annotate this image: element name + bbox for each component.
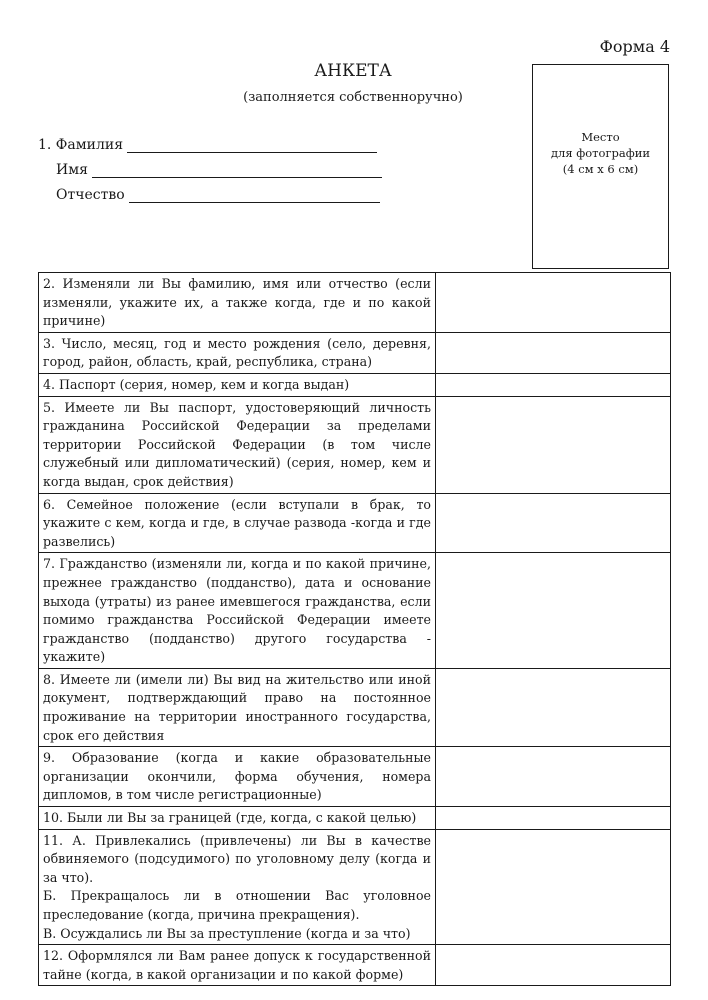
photo-placeholder — [532, 64, 669, 269]
table-row — [39, 332, 671, 373]
name-field[interactable] — [92, 163, 382, 178]
table-row — [39, 553, 671, 669]
question-12: 12. Оформлялся ли Вам ранее допуск к государственной тайне (когда, в какой организации и по какой форме) — [39, 945, 436, 986]
question-11-b: Б. Прекращалось ли в отношении Вас уголовное преследование (когда, причина прекращения). — [43, 888, 431, 922]
question-8: 8. Имеете ли (имели ли) Вы вид на жительство или иной документ, подтверждающий право на постоянное проживание на территории иностранного государства, срок его действия — [39, 668, 436, 746]
surname-row — [38, 137, 377, 153]
answer-11[interactable] — [436, 829, 671, 945]
photo-label-line3: (4 см х 6 см) — [562, 162, 639, 176]
question-11-a: 11. А. Привлекались (привлечены) ли Вы в качестве обвиняемого (подсудимого) по уголовному делу (когда и за что). — [43, 832, 431, 885]
question-2: 2. Изменяли ли Вы фамилию, имя или отчество (если изменяли, укажите их, а также когда, где и по какой причине) — [39, 273, 436, 333]
form-number: Форма 4 — [599, 37, 670, 56]
table-row — [39, 396, 671, 493]
question-6: 6. Семейное положение (если вступали в брак, то укажите с кем, когда и где, в случае развода -когда и где развелись) — [39, 493, 436, 553]
patronymic-label: Отчество — [56, 187, 125, 203]
photo-label-line1: Место — [581, 130, 620, 144]
patronymic-field[interactable] — [129, 188, 380, 203]
name-row — [56, 162, 382, 178]
question-7: 7. Гражданство (изменяли ли, когда и по какой причине, прежнее гражданство (подданство), дата и основание выхода (утраты) из ранее имевшегося гражданства, если помимо гражданства Российской Федерации имеете гражданство (подданство) другого государства - укажите) — [39, 553, 436, 669]
question-11 — [39, 829, 436, 945]
document-title: АНКЕТА — [314, 61, 392, 81]
answer-8[interactable] — [436, 668, 671, 746]
questionnaire-table — [38, 272, 671, 986]
answer-10[interactable] — [436, 807, 671, 830]
question-5: 5. Имеете ли Вы паспорт, удостоверяющий личность гражданина Российской Федерации за пределами территории Российской Федерации (в том числе служебный или дипломатический) (серия, номер, кем и когда выдан, срок действия) — [39, 396, 436, 493]
answer-12[interactable] — [436, 945, 671, 986]
question-4: 4. Паспорт (серия, номер, кем и когда выдан) — [39, 373, 436, 396]
table-row — [39, 747, 671, 807]
answer-3[interactable] — [436, 332, 671, 373]
table-row — [39, 945, 671, 986]
table-row — [39, 273, 671, 333]
table-row — [39, 668, 671, 746]
answer-6[interactable] — [436, 493, 671, 553]
table-row — [39, 493, 671, 553]
table-row — [39, 373, 671, 396]
question-9: 9. Образование (когда и какие образовательные организации окончили, форма обучения, номера дипломов, в том числе регистрационные) — [39, 747, 436, 807]
name-label: Имя — [56, 162, 88, 178]
answer-7[interactable] — [436, 553, 671, 669]
question-3: 3. Число, месяц, год и место рождения (село, деревня, город, район, область, край, республика, страна) — [39, 332, 436, 373]
answer-2[interactable] — [436, 273, 671, 333]
question-10: 10. Были ли Вы за границей (где, когда, с какой целью) — [39, 807, 436, 830]
surname-field[interactable] — [127, 138, 377, 153]
question-11-c: В. Осуждались ли Вы за преступление (когда и за что) — [43, 925, 411, 941]
photo-label-line2: для фотографии — [550, 146, 651, 160]
table-row — [39, 807, 671, 830]
patronymic-row — [56, 187, 380, 203]
answer-5[interactable] — [436, 396, 671, 493]
table-row — [39, 829, 671, 945]
answer-4[interactable] — [436, 373, 671, 396]
answer-9[interactable] — [436, 747, 671, 807]
surname-label: 1. Фамилия — [38, 137, 124, 153]
document-subtitle: (заполняется собственноручно) — [243, 90, 463, 105]
